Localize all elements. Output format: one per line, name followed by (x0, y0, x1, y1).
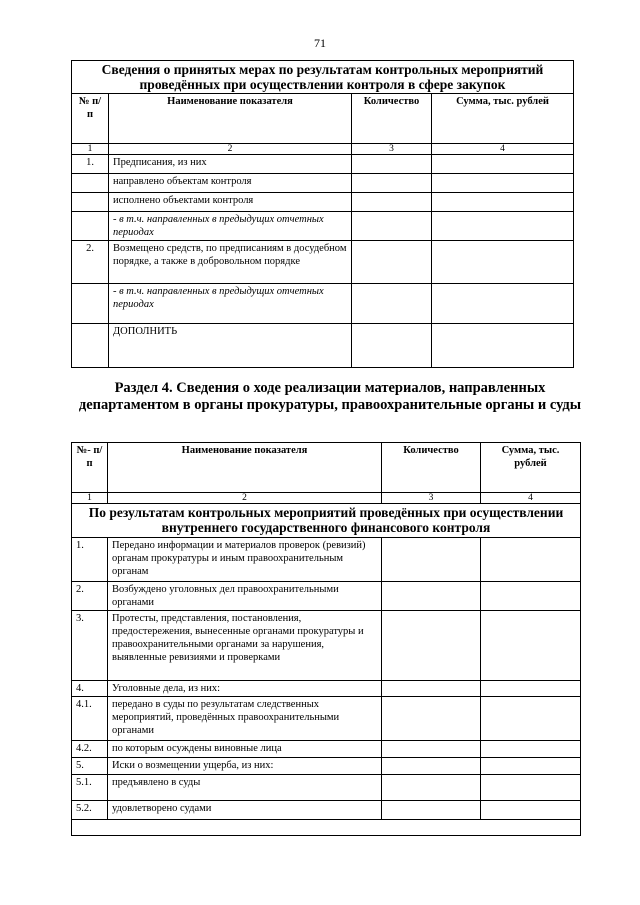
empty-row (72, 820, 581, 836)
sum-cell (432, 324, 574, 368)
quantity-cell (352, 324, 432, 368)
quantity-cell (382, 582, 481, 611)
col-number: 4 (481, 493, 581, 504)
section-4-title: Раздел 4. Сведения о ходе реализации материалов, направленных департаментом в органы прокуратуры, правоохранительные органы и суды (78, 380, 582, 413)
row-name: Иски о возмещении ущерба, из них: (108, 758, 382, 775)
quantity-cell (382, 681, 481, 697)
row-name: передано в суды по результатам следственных мероприятий, проведённых правоохранительными органами (108, 697, 382, 741)
sum-cell (432, 174, 574, 193)
row-number: 1. (72, 538, 108, 582)
row-name: Передано информации и материалов проверок (ревизий) органам прокуратуры и иным правоохранительным органам (108, 538, 382, 582)
row-name: Уголовные дела, из них: (108, 681, 382, 697)
table-row (72, 155, 574, 174)
col-header-quantity: Количество (382, 443, 481, 493)
row-number: 4.2. (72, 741, 108, 758)
sum-cell (481, 758, 581, 775)
table-row (72, 241, 574, 284)
row-number: 1. (72, 155, 109, 174)
quantity-cell (352, 174, 432, 193)
quantity-cell (382, 697, 481, 741)
sum-cell (432, 212, 574, 241)
row-number: 4. (72, 681, 108, 697)
table-row (72, 174, 574, 193)
sum-cell (481, 681, 581, 697)
table-row (72, 741, 581, 758)
table-row (72, 193, 574, 212)
sum-cell (432, 241, 574, 284)
table-row (72, 611, 581, 681)
row-name: направлено объектам контроля (109, 174, 352, 193)
sum-cell (481, 538, 581, 582)
row-number: 2. (72, 241, 109, 284)
quantity-cell (352, 241, 432, 284)
measures-table-title: Сведения о принятых мерах по результатам контрольных мероприятий проведённых при осуществлении контроля в сфере закупок (72, 61, 574, 94)
materials-subtitle: По результатам контрольных мероприятий проведённых при осуществлении внутреннего государственного финансового контроля (72, 504, 581, 538)
table-row (72, 284, 574, 324)
row-name: предъявлено в суды (108, 775, 382, 801)
sum-cell (481, 801, 581, 820)
col-number: 3 (352, 144, 432, 155)
row-name: - в т.ч. направленных в предыдущих отчетных периодах (109, 212, 352, 241)
col-number: 2 (108, 493, 382, 504)
quantity-cell (382, 775, 481, 801)
quantity-cell (352, 193, 432, 212)
table-row (72, 820, 581, 836)
quantity-cell (352, 284, 432, 324)
col-number: 1 (72, 493, 108, 504)
row-number: 5. (72, 758, 108, 775)
sum-cell (481, 775, 581, 801)
table-row (72, 324, 574, 368)
sum-cell (481, 697, 581, 741)
quantity-cell (382, 801, 481, 820)
col-number: 3 (382, 493, 481, 504)
table-row (72, 801, 581, 820)
row-name: удовлетворено судами (108, 801, 382, 820)
quantity-cell (352, 155, 432, 174)
row-number: 5.2. (72, 801, 108, 820)
row-number: 5.1. (72, 775, 108, 801)
col-number: 2 (109, 144, 352, 155)
quantity-cell (382, 741, 481, 758)
sum-cell (481, 582, 581, 611)
quantity-cell (382, 538, 481, 582)
col-header-quantity: Количество (352, 94, 432, 144)
table-row (72, 775, 581, 801)
table-row (72, 538, 581, 582)
table-row (72, 582, 581, 611)
row-name: Предписания, из них (109, 155, 352, 174)
col-header-indicator: Наименование показателя (109, 94, 352, 144)
sum-cell (432, 193, 574, 212)
row-name: Протесты, представления, постановления, предостережения, вынесенные органами прокуратуры и правоохранительными органами за нарушения, выявленные ревизиями и проверками (108, 611, 382, 681)
row-name: по которым осуждены виновные лица (108, 741, 382, 758)
sum-cell (481, 611, 581, 681)
col-header-indicator: Наименование показателя (108, 443, 382, 493)
measures-table (71, 60, 574, 368)
row-number: 2. (72, 582, 108, 611)
row-number (72, 324, 109, 368)
table-row (72, 697, 581, 741)
sum-cell (481, 741, 581, 758)
col-header-number: № п/п (72, 94, 109, 144)
quantity-cell (352, 212, 432, 241)
col-header-number: №- п/п (72, 443, 108, 493)
table-row (72, 758, 581, 775)
col-number: 4 (432, 144, 574, 155)
materials-table (71, 442, 581, 836)
row-name: ДОПОЛНИТЬ (109, 324, 352, 368)
row-name: - в т.ч. направленных в предыдущих отчетных периодах (109, 284, 352, 324)
table-row (72, 212, 574, 241)
sum-cell (432, 284, 574, 324)
sum-cell (432, 155, 574, 174)
quantity-cell (382, 611, 481, 681)
row-number: 3. (72, 611, 108, 681)
table-row (72, 681, 581, 697)
row-number: 4.1. (72, 697, 108, 741)
row-name: исполнено объектами контроля (109, 193, 352, 212)
row-number (72, 284, 109, 324)
row-number (72, 174, 109, 193)
col-header-sum: Сумма, тыс. рублей (481, 443, 581, 493)
col-header-sum: Сумма, тыс. рублей (432, 94, 574, 144)
row-number (72, 212, 109, 241)
row-number (72, 193, 109, 212)
row-name: Возбуждено уголовных дел правоохранительными органами (108, 582, 382, 611)
quantity-cell (382, 758, 481, 775)
page-number: 71 (314, 36, 326, 50)
col-number: 1 (72, 144, 109, 155)
row-name: Возмещено средств, по предписаниям в досудебном порядке, а также в добровольном порядке (109, 241, 352, 284)
